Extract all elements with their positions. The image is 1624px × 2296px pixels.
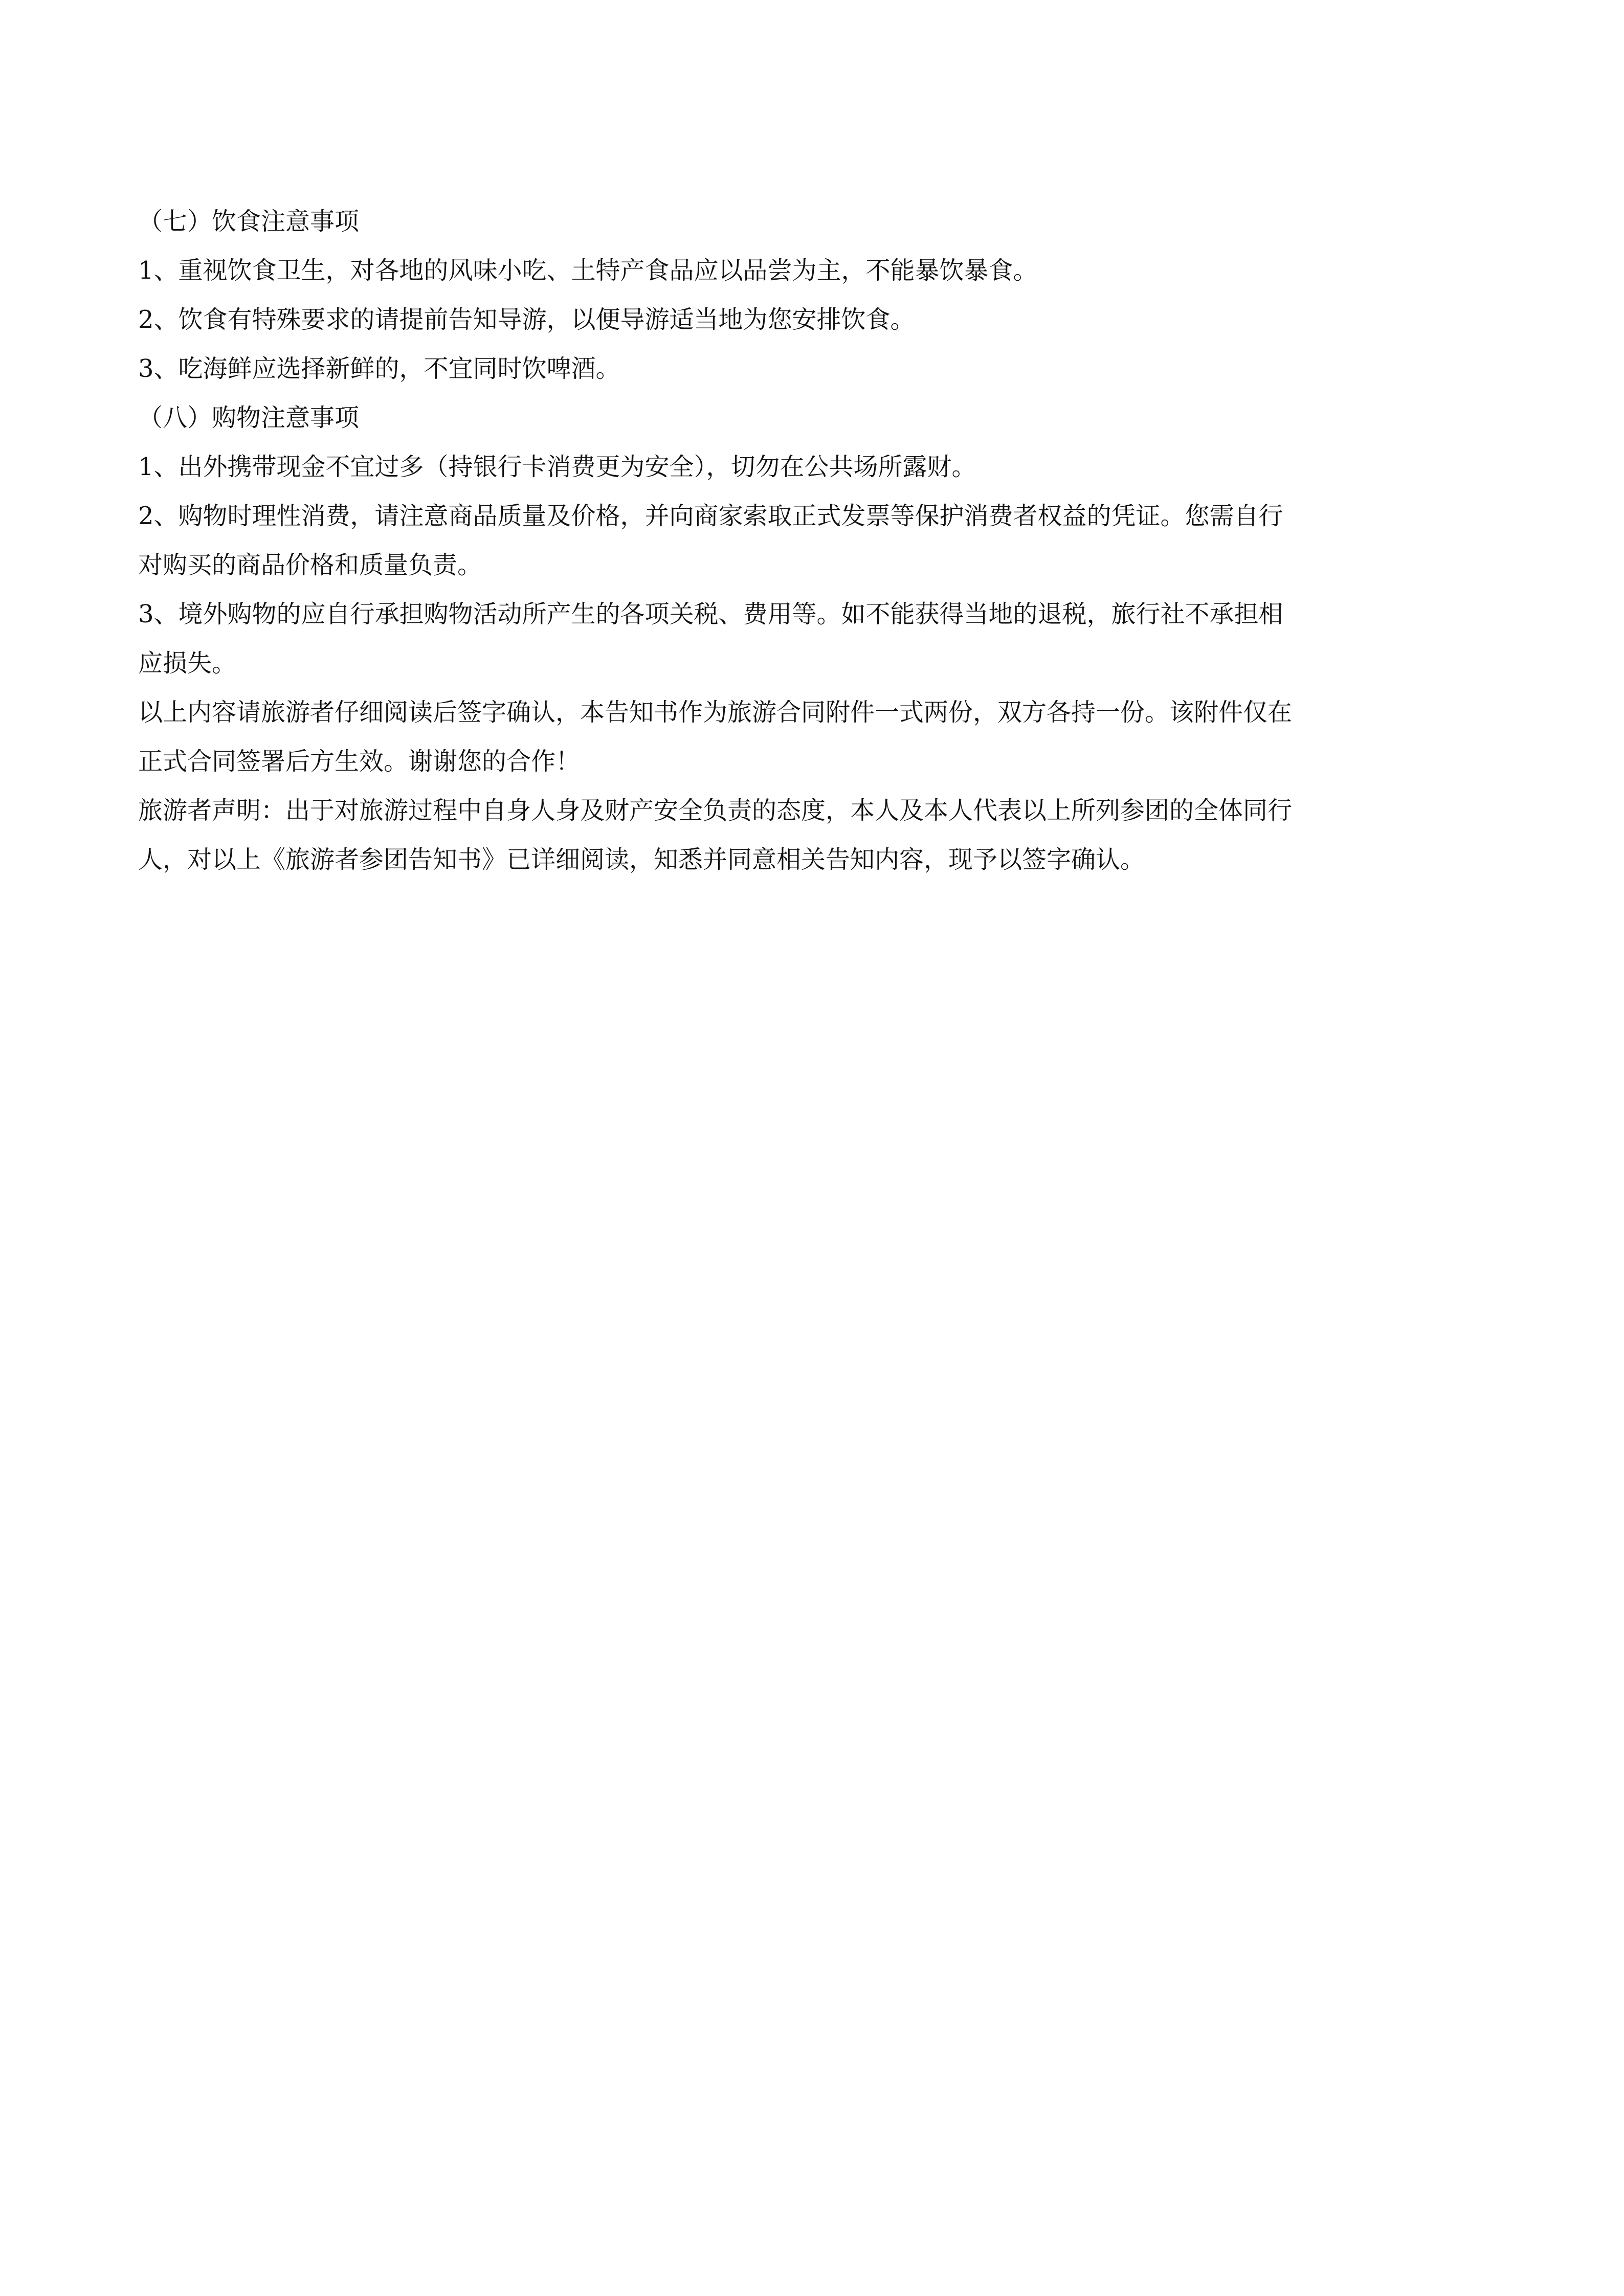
document-body	[138, 197, 1488, 884]
traveler-declaration-line-2: 人，对以上《旅游者参团告知书》已详细阅读，知悉并同意相关告知内容，现予以签字确认。	[138, 845, 1145, 874]
section-eight-item-3-line-2: 应损失。	[138, 649, 237, 678]
section-eight-item-2-line-2: 对购买的商品价格和质量负责。	[138, 551, 482, 579]
section-seven-item-3: 3、吃海鲜应选择新鲜的，不宜同时饮啤酒。	[138, 354, 620, 383]
section-eight-item-1: 1、出外携带现金不宜过多（持银行卡消费更为安全），切勿在公共场所露财。	[138, 453, 976, 481]
section-eight-heading: （八）购物注意事项	[138, 403, 360, 432]
closing-notice-line-2: 正式合同签署后方生效。谢谢您的合作！	[138, 747, 581, 776]
section-seven-item-2: 2、饮食有特殊要求的请提前告知导游，以便导游适当地为您安排饮食。	[138, 305, 915, 334]
section-eight-item-2-line-1: 2、购物时理性消费，请注意商品质量及价格，并向商家索取正式发票等保护消费者权益的凭证。您需自行	[138, 502, 1283, 530]
closing-notice-line-1: 以上内容请旅游者仔细阅读后签字确认，本告知书作为旅游合同附件一式两份，双方各持一份。该附件仅在	[138, 698, 1293, 727]
section-eight-item-3-line-1: 3、境外购物的应自行承担购物活动所产生的各项关税、费用等。如不能获得当地的退税，旅行社不承担相	[138, 600, 1283, 628]
section-seven-heading: （七）饮食注意事项	[138, 207, 360, 236]
traveler-declaration-line-1: 旅游者声明：出于对旅游过程中自身人身及财产安全负责的态度，本人及本人代表以上所列参团的全体同行	[138, 796, 1293, 825]
section-seven-item-1: 1、重视饮食卫生，对各地的风味小吃、土特产食品应以品尝为主，不能暴饮暴食。	[138, 256, 1038, 285]
